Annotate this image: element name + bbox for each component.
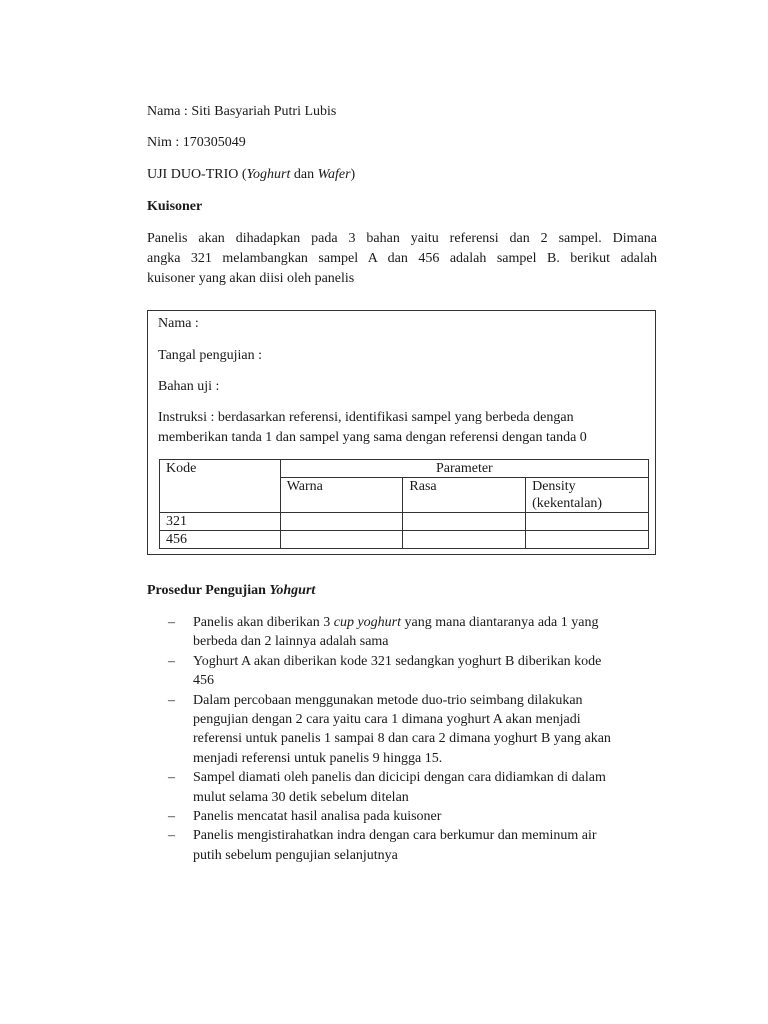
item-text: 456 bbox=[193, 673, 214, 689]
paragraph-line: angka 321 melambangkan sampel A dan 456 adalah sampel B. berikut adalah bbox=[147, 251, 657, 266]
density-label: Density bbox=[532, 479, 576, 494]
dash-bullet-icon: – bbox=[168, 615, 175, 630]
evaluation-table bbox=[159, 459, 649, 549]
item-text: Sampel diamati oleh panelis dan dicicipi dengan cara didiamkan di dalam bbox=[193, 770, 606, 786]
parameter-header: Parameter bbox=[280, 460, 648, 478]
kode-header: Kode bbox=[160, 460, 281, 513]
item-text: Dalam percobaan menggunakan metode duo-trio seimbang dilakukan bbox=[193, 692, 583, 708]
density-cell[interactable] bbox=[526, 531, 649, 549]
test-title-yoghurt: Yoghurt bbox=[246, 167, 291, 182]
item-text: berbeda dan 2 lainnya adalah sama bbox=[193, 634, 389, 650]
dash-bullet-icon: – bbox=[168, 828, 175, 844]
list-item bbox=[168, 613, 658, 652]
item-text: menjadi referensi untuk panelis 9 hingga 15. bbox=[193, 750, 443, 766]
paragraph-line: kuisoner yang akan diisi oleh panelis bbox=[147, 271, 355, 286]
rasa-cell[interactable] bbox=[403, 513, 526, 531]
test-title-suffix: ) bbox=[350, 167, 356, 182]
table-row bbox=[160, 513, 649, 531]
form-nama-label: Nama : bbox=[158, 316, 199, 331]
student-nim: Nim : 170305049 bbox=[147, 135, 246, 150]
list-item bbox=[168, 652, 658, 691]
student-name: Nama : Siti Basyariah Putri Lubis bbox=[147, 104, 337, 119]
table-row bbox=[160, 531, 649, 549]
kuisoner-paragraph bbox=[147, 229, 657, 289]
sample-code-cell: 321 bbox=[160, 513, 281, 531]
prosedur-heading bbox=[147, 581, 315, 601]
item-text: mulut selama 30 detik sebelum ditelan bbox=[193, 789, 409, 805]
list-item bbox=[168, 768, 658, 807]
rasa-cell[interactable] bbox=[403, 531, 526, 549]
density-cell[interactable] bbox=[526, 513, 649, 531]
item-text: Panelis mengistirahatkan indra dengan cara berkumur dan meminum air bbox=[193, 828, 597, 844]
item-text: Panelis mencatat hasil analisa pada kuisoner bbox=[193, 809, 442, 825]
dash-bullet-icon: – bbox=[168, 770, 175, 786]
item-text: Yoghurt A akan diberikan kode 321 sedangkan yoghurt B diberikan kode bbox=[193, 653, 602, 669]
rasa-header: Rasa bbox=[403, 478, 526, 513]
item-italic: cup yoghurt bbox=[333, 615, 402, 630]
form-instruction-line-1: Instruksi : berdasarkan referensi, identifikasi sampel yang berbeda dengan bbox=[158, 410, 574, 425]
test-title-prefix: UJI DUO-TRIO ( bbox=[147, 167, 247, 182]
test-title-dan: dan bbox=[290, 167, 318, 182]
list-item bbox=[168, 826, 658, 865]
list-item bbox=[168, 807, 658, 826]
density-sublabel: (kekentalan) bbox=[532, 496, 603, 511]
test-title bbox=[147, 165, 355, 185]
dash-bullet-icon: – bbox=[168, 809, 175, 825]
warna-cell[interactable] bbox=[280, 513, 403, 531]
form-bahan-label: Bahan uji : bbox=[158, 379, 220, 394]
test-title-wafer: Wafer bbox=[317, 167, 351, 182]
warna-cell[interactable] bbox=[280, 531, 403, 549]
paragraph-line: Panelis akan dihadapkan pada 3 bahan yaitu referensi dan 2 sampel. Dimana bbox=[147, 231, 657, 246]
list-item bbox=[168, 691, 658, 769]
item-text: Panelis akan diberikan 3 bbox=[193, 615, 334, 630]
table-header-row bbox=[160, 460, 649, 478]
form-tanggal-label: Tangal pengujian : bbox=[158, 348, 262, 363]
item-text: referensi untuk panelis 1 sampai 8 dan cara 2 dimana yoghurt B yang akan bbox=[193, 731, 611, 747]
item-text: pengujian dengan 2 cara yaitu cara 1 dimana yoghurt A akan menjadi bbox=[193, 712, 581, 728]
item-text: putih sebelum pengujian selanjutnya bbox=[193, 847, 398, 863]
density-header bbox=[526, 478, 649, 513]
prosedur-heading-text: Prosedur Pengujian bbox=[147, 583, 270, 598]
item-text: yang mana diantaranya ada 1 yang bbox=[401, 615, 599, 630]
dash-bullet-icon: – bbox=[168, 653, 175, 669]
form-instruction-line-2: memberikan tanda 1 dan sampel yang sama dengan referensi dengan tanda 0 bbox=[158, 430, 587, 445]
sample-code-cell: 456 bbox=[160, 531, 281, 549]
warna-header: Warna bbox=[280, 478, 403, 513]
procedure-list bbox=[168, 613, 658, 865]
kuisoner-heading: Kuisoner bbox=[147, 199, 203, 214]
prosedur-heading-italic: Yohgurt bbox=[269, 583, 316, 598]
questionnaire-form bbox=[147, 310, 656, 555]
dash-bullet-icon: – bbox=[168, 692, 175, 708]
